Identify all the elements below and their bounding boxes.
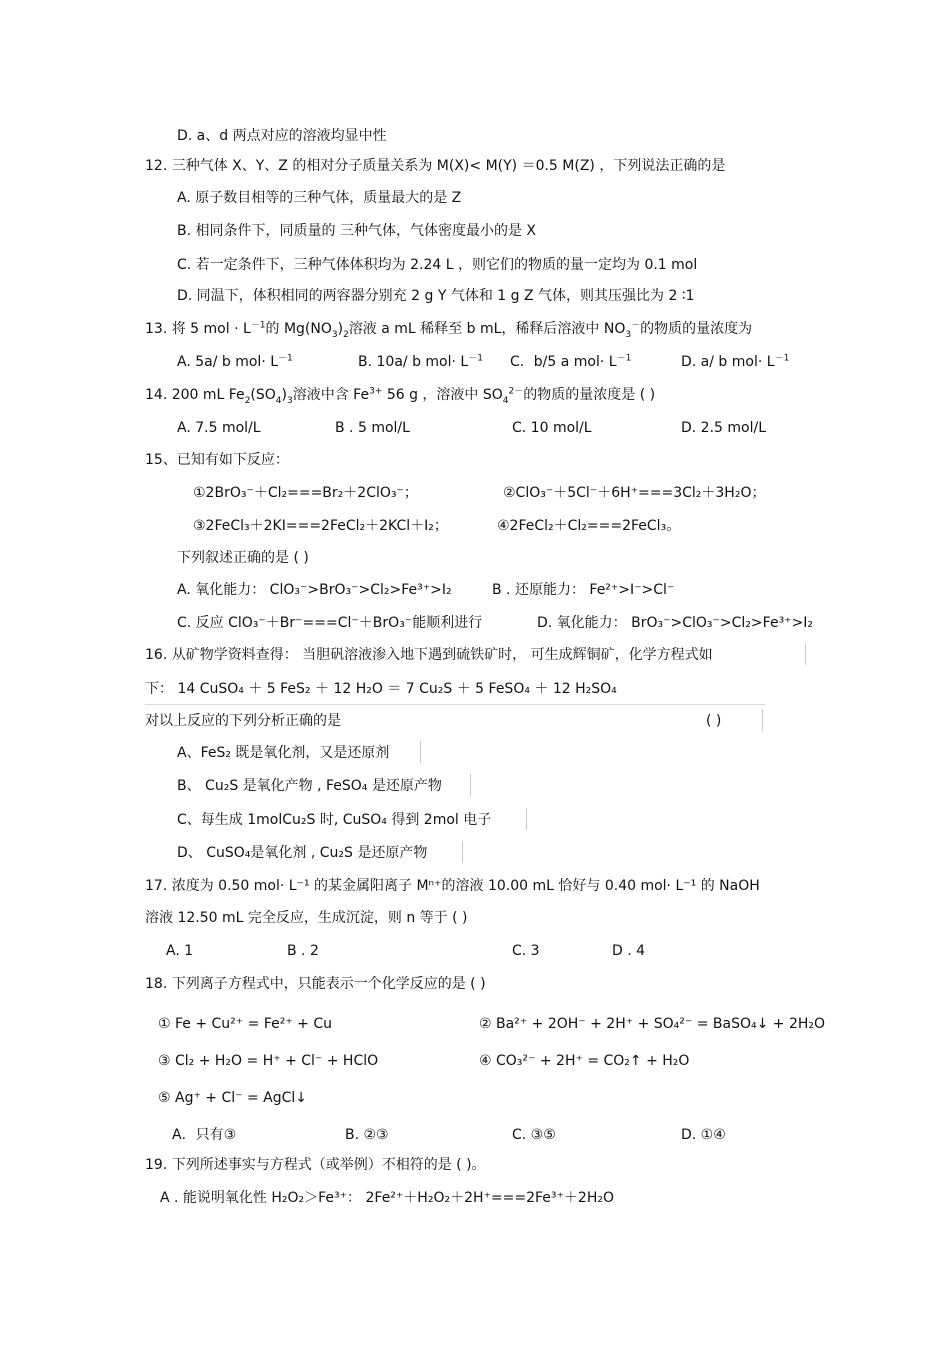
q12-option-d: D. 同温下，体积相同的两容器分别充 2 g Y 气体和 1 g Z 气体，则其压强比为 2 ∶1: [177, 288, 695, 304]
q18-equation-5: ⑤ Ag⁺ + Cl⁻ = AgCl↓: [158, 1090, 308, 1106]
q15-option-d: D. 氧化能力： BrO₃⁻>ClO₃⁻>Cl₂>Fe³⁺>I₂: [537, 615, 814, 631]
q18-equation-1: ① Fe + Cu²⁺ = Fe²⁺ + Cu: [158, 1016, 332, 1032]
q17-option-a: A. 1: [166, 943, 194, 959]
q15-reaction-2: ②ClO₃⁻＋5Cl⁻＋6H⁺===3Cl₂＋3H₂O；: [503, 485, 766, 501]
q12-option-b: B. 相同条件下，同质量的 三种气体，气体密度最小的是 X: [177, 223, 536, 239]
q15-reaction-4: ④2FeCl₂＋Cl₂===2FeCl₃。: [497, 518, 681, 534]
q13-option-c: C．b/5 a $mol\cdot L^{-1}$: [510, 353, 632, 370]
q18-stem: 18. 下列离子方程式中，只能表示一个化学反应的是 ( ): [145, 976, 486, 992]
q16-option-a: A、FeS₂ 既是氧化剂，又是还原剂: [177, 745, 390, 761]
q18-option-a: A．只有③: [172, 1127, 237, 1143]
q15-reaction-3: ③2FeCl₃＋2KI===2FeCl₂＋2KCl＋I₂；: [193, 518, 448, 534]
q16-option-c: C、每生成 1molCu₂S 时, CuSO₄ 得到 2mol 电子: [177, 812, 492, 828]
q17-stem: 17. 浓度为 0.50 mol· L⁻¹ 的某金属阳离子 Mⁿ⁺的溶液 10.00 mL 恰好与 0.40 mol· L⁻¹ 的 NaOH: [145, 878, 760, 894]
q18-equation-4: ④ CO₃²⁻ + 2H⁺ = CO₂↑ + H₂O: [479, 1053, 690, 1069]
q13-option-b: B. 10a/ b $mol\cdot L^{-1}$: [358, 353, 483, 370]
table-edge: [462, 841, 463, 863]
q16-option-d: D、 CuSO₄是氧化剂 , Cu₂S 是还原产物: [177, 845, 428, 861]
q12-option-a: A. 原子数目相等的三种气体，质量最大的是 Z: [177, 190, 462, 206]
q14-stem: 14. 200 mL $Fe_2(SO_4)_3$溶液中含 $Fe^{3+}$ 56 g ，溶液中 $SO_4^{2-}$的物质的量浓度是 ( ): [145, 386, 656, 406]
q15-option-c: C. 反应 ClO₃⁻＋Br⁻===Cl⁻＋BrO₃⁻能顺利进行: [177, 615, 483, 631]
q14-option-a: A. 7.5 mol/L: [177, 420, 261, 436]
q18-equation-2: ② Ba²⁺ + 2OH⁻ + 2H⁺ + SO₄²⁻ = BaSO₄↓ + 2H₂O: [479, 1016, 826, 1032]
q14-option-d: D. 2.5 mol/L: [681, 420, 767, 436]
q15-option-b: B . 还原能力： Fe²⁺>I⁻>Cl⁻: [492, 582, 675, 598]
q12-stem: 12. 三种气体 X、Y、Z 的相对分子质量关系为 M(X)< M(Y) ＝0.5 M(Z) ，下列说法正确的是: [145, 158, 726, 174]
q16-paren: ( ): [706, 713, 722, 729]
q15-stem: 15、已知有如下反应：: [145, 452, 289, 468]
q16-option-b: B、 Cu₂S 是氧化产物 , FeSO₄ 是还原产物: [177, 778, 442, 794]
q16-equation: 下： 14 CuSO₄ ＋ 5 FeS₂ ＋ 12 H₂O ＝ 7 Cu₂S ＋ 5 FeSO₄ ＋ 12 H₂SO₄: [145, 681, 617, 697]
q16-stem: 16. 从矿物学资料查得： 当胆矾溶液渗入地下遇到硫铁矿时， 可生成辉铜矿，化学方程式如: [145, 647, 713, 663]
q19-option-a: A . 能说明氧化性 H₂O₂＞Fe³⁺： 2Fe²⁺＋H₂O₂＋2H⁺===2Fe³⁺＋2H₂O: [160, 1190, 614, 1206]
q16-ask: 对以上反应的下列分析正确的是: [145, 713, 341, 729]
q14-option-c: C. 10 mol/L: [512, 420, 592, 436]
q18-equation-3: ③ Cl₂ + H₂O = H⁺ + Cl⁻ + HClO: [158, 1053, 379, 1069]
q18-option-d: D. ①④: [681, 1127, 726, 1143]
table-edge: [762, 709, 763, 731]
q17-option-c: C. 3: [512, 943, 540, 959]
q18-option-c: C. ③⑤: [512, 1127, 556, 1143]
q18-option-b: B. ②③: [345, 1127, 389, 1143]
q14-option-b: B . 5 mol/L: [335, 420, 410, 436]
q15-ask: 下列叙述正确的是 ( ): [177, 550, 309, 566]
table-edge: [145, 704, 765, 705]
q17-stem-2: 溶液 12.50 mL 完全反应，生成沉淀，则 n 等于 ( ): [145, 910, 468, 926]
table-edge: [805, 643, 806, 665]
q15-option-a: A. 氧化能力： ClO₃⁻>BrO₃⁻>Cl₂>Fe³⁺>I₂: [177, 582, 452, 598]
table-edge: [420, 741, 421, 763]
q13-stem: 13. 将 5 mol · $L^{-1}$的 $Mg(NO_3)_2$溶液 a mL 稀释至 b mL，稀释后溶液中 $NO_3^-$的物质的量浓度为: [145, 320, 753, 340]
q11-option-d: D. a、d 两点对应的溶液均显中性: [177, 128, 387, 144]
q15-reaction-1: ①2BrO₃⁻＋Cl₂===Br₂＋2ClO₃⁻；: [193, 485, 418, 501]
table-edge: [526, 808, 527, 830]
q17-option-b: B . 2: [287, 943, 319, 959]
q19-stem: 19. 下列所述事实与方程式（或举例）不相符的是 ( )。: [145, 1157, 486, 1173]
q12-option-c: C. 若一定条件下，三种气体体积均为 2.24 L ，则它们的物质的量一定均为 0.1 mol: [177, 257, 698, 273]
table-edge: [470, 774, 471, 796]
q13-option-d: D. a/ b $mol\cdot L^{-1}$: [681, 353, 790, 370]
q13-option-a: A. 5a/ b $mol\cdot L^{-1}$: [177, 353, 293, 370]
q17-option-d: D . 4: [612, 943, 646, 959]
